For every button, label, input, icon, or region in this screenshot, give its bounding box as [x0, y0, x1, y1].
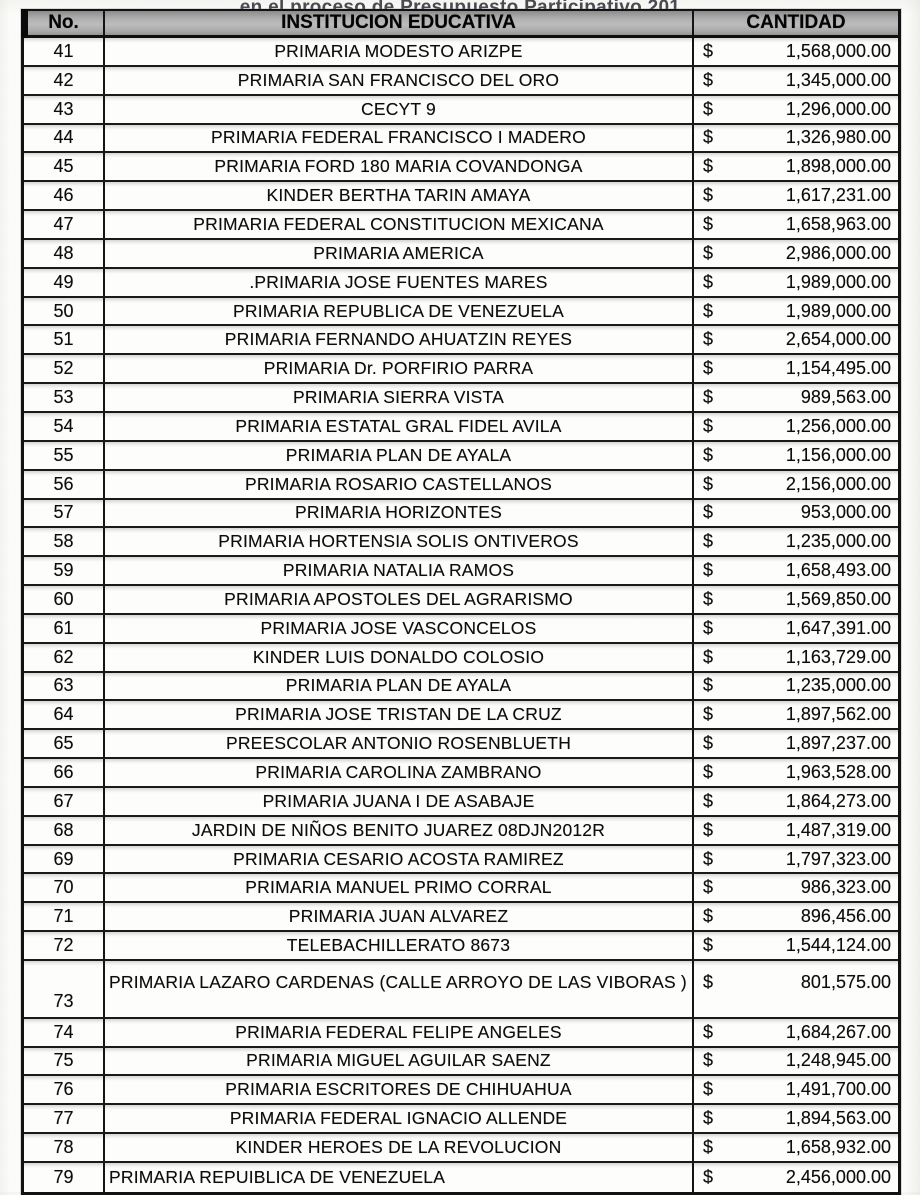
currency-symbol: $ [703, 972, 714, 992]
table-row [24, 1105, 898, 1134]
currency-symbol: $ [703, 1108, 714, 1129]
amount-cell [694, 874, 898, 901]
amount-value: 1,897,562.00 [785, 704, 891, 725]
amount-value: 1,326,980.00 [785, 127, 891, 148]
currency-symbol: $ [703, 848, 714, 869]
table-row [24, 759, 898, 788]
table-row [24, 182, 898, 211]
table-header-row [24, 11, 898, 38]
amount-cell [694, 1105, 898, 1132]
table-row [24, 557, 898, 586]
amount-value: 1,989,000.00 [785, 271, 891, 292]
currency-symbol: $ [703, 271, 714, 292]
school-name-cell: PRIMARIA SAN FRANCISCO DEL ORO [105, 67, 694, 94]
amount-value: 1,864,273.00 [785, 790, 891, 811]
row-number-cell: 63 [24, 673, 105, 700]
row-number-cell: 51 [24, 326, 105, 353]
amount-value: 1,296,000.00 [785, 98, 891, 119]
amount-cell [694, 961, 898, 1017]
amount-cell [694, 211, 898, 238]
amount-cell [694, 442, 898, 469]
amount-value: 1,491,700.00 [785, 1079, 891, 1100]
currency-symbol: $ [703, 242, 714, 263]
amount-value: 1,568,000.00 [785, 40, 891, 61]
currency-symbol: $ [703, 156, 714, 177]
amount-cell [694, 38, 898, 65]
row-number-cell: 47 [24, 211, 105, 238]
row-number-cell: 55 [24, 442, 105, 469]
table-row [24, 1163, 898, 1192]
amount-cell [694, 471, 898, 498]
amount-value: 1,487,319.00 [785, 819, 891, 840]
school-name-cell: PREESCOLAR ANTONIO ROSENBLUETH [105, 730, 694, 757]
currency-symbol: $ [703, 69, 714, 90]
currency-symbol: $ [703, 675, 714, 696]
amount-value: 1,569,850.00 [785, 588, 891, 609]
amount-cell [694, 673, 898, 700]
table-row [24, 673, 898, 702]
currency-symbol: $ [703, 646, 714, 667]
amount-value: 2,156,000.00 [785, 473, 891, 494]
amount-cell [694, 96, 898, 123]
table-row [24, 701, 898, 730]
table-row [24, 38, 898, 67]
school-name-cell: PRIMARIA FEDERAL FELIPE ANGELES [105, 1019, 694, 1046]
amount-value: 2,654,000.00 [785, 329, 891, 350]
school-name-cell: PRIMARIA FEDERAL CONSTITUCION MEXICANA [105, 211, 694, 238]
amount-value: 1,544,124.00 [785, 935, 891, 956]
currency-symbol: $ [703, 358, 714, 379]
table-row [24, 874, 898, 903]
table-row [24, 932, 898, 961]
amount-cell [694, 846, 898, 873]
school-name-cell: PRIMARIA JUANA I DE ASABAJE [105, 788, 694, 815]
amount-value: 2,986,000.00 [785, 242, 891, 263]
currency-symbol: $ [703, 127, 714, 148]
school-name-cell: .PRIMARIA JOSE FUENTES MARES [105, 269, 694, 296]
row-number-cell: 66 [24, 759, 105, 786]
row-number-cell: 57 [24, 500, 105, 527]
school-name-cell: PRIMARIA CESARIO ACOSTA RAMIREZ [105, 846, 694, 873]
amount-cell [694, 1163, 898, 1192]
school-name-cell: PRIMARIA ESCRITORES DE CHIHUAHUA [105, 1076, 694, 1103]
table-row [24, 730, 898, 759]
row-number-cell: 54 [24, 413, 105, 440]
amount-value: 1,235,000.00 [785, 531, 891, 552]
row-number-cell: 43 [24, 96, 105, 123]
row-number-cell: 75 [24, 1048, 105, 1075]
amount-cell [694, 1019, 898, 1046]
row-number-cell: 64 [24, 701, 105, 728]
amount-cell [694, 355, 898, 382]
row-number-cell: 77 [24, 1105, 105, 1132]
amount-value: 1,897,237.00 [785, 733, 891, 754]
school-name-cell: PRIMARIA Dr. PORFIRIO PARRA [105, 355, 694, 382]
row-number-cell: 58 [24, 528, 105, 555]
amount-value: 1,658,963.00 [785, 213, 891, 234]
budget-table [21, 9, 901, 1195]
school-name-cell: PRIMARIA REPUIBLICA DE VENEZUELA [105, 1163, 694, 1192]
currency-symbol: $ [703, 387, 714, 408]
table-row [24, 326, 898, 355]
amount-value: 1,797,323.00 [785, 848, 891, 869]
amount-cell [694, 413, 898, 440]
school-name-cell: PRIMARIA MANUEL PRIMO CORRAL [105, 874, 694, 901]
table-row [24, 355, 898, 384]
table-row [24, 500, 898, 529]
row-number-cell: 48 [24, 240, 105, 267]
amount-cell [694, 298, 898, 325]
school-name-cell: PRIMARIA LAZARO CARDENAS (CALLE ARROYO DE LAS VIBORAS ) [105, 961, 694, 1017]
school-name-cell: PRIMARIA MODESTO ARIZPE [105, 38, 694, 65]
school-name-cell: PRIMARIA FERNANDO AHUATZIN REYES [105, 326, 694, 353]
amount-value: 1,963,528.00 [785, 762, 891, 783]
table-row [24, 384, 898, 413]
currency-symbol: $ [703, 98, 714, 119]
school-name-cell: PRIMARIA ROSARIO CASTELLANOS [105, 471, 694, 498]
school-name-cell: PRIMARIA APOSTOLES DEL AGRARISMO [105, 586, 694, 613]
currency-symbol: $ [703, 877, 714, 898]
amount-value: 1,154,495.00 [785, 358, 891, 379]
currency-symbol: $ [703, 935, 714, 956]
amount-cell [694, 240, 898, 267]
school-name-cell: PRIMARIA PLAN DE AYALA [105, 442, 694, 469]
amount-value: 1,647,391.00 [785, 617, 891, 638]
row-number-cell: 62 [24, 644, 105, 671]
school-name-cell: PRIMARIA FORD 180 MARIA COVANDONGA [105, 153, 694, 180]
clipped-heading [0, 0, 920, 8]
amount-cell [694, 153, 898, 180]
amount-value: 1,163,729.00 [785, 646, 891, 667]
table-row [24, 644, 898, 673]
amount-cell [694, 586, 898, 613]
table-row [24, 1019, 898, 1048]
row-number-cell: 53 [24, 384, 105, 411]
table-row [24, 903, 898, 932]
amount-cell [694, 788, 898, 815]
amount-cell [694, 269, 898, 296]
table-row [24, 1134, 898, 1163]
school-name-cell: PRIMARIA MIGUEL AGUILAR SAENZ [105, 1048, 694, 1075]
currency-symbol: $ [703, 40, 714, 61]
amount-value: 989,563.00 [800, 387, 891, 408]
currency-symbol: $ [703, 531, 714, 552]
school-name-cell: PRIMARIA AMERICA [105, 240, 694, 267]
amount-value: 986,323.00 [800, 877, 891, 898]
school-name-cell: KINDER BERTHA TARIN AMAYA [105, 182, 694, 209]
school-name-cell: KINDER LUIS DONALDO COLOSIO [105, 644, 694, 671]
school-name-cell: PRIMARIA PLAN DE AYALA [105, 673, 694, 700]
table-body [24, 38, 898, 1192]
row-number-cell: 67 [24, 788, 105, 815]
currency-symbol: $ [703, 444, 714, 465]
amount-cell [694, 1076, 898, 1103]
currency-symbol: $ [703, 560, 714, 581]
table-row [24, 413, 898, 442]
currency-symbol: $ [703, 1136, 714, 1157]
currency-symbol: $ [703, 185, 714, 206]
amount-value: 1,345,000.00 [785, 69, 891, 90]
row-number-cell: 41 [24, 38, 105, 65]
currency-symbol: $ [703, 1021, 714, 1042]
school-name-cell: PRIMARIA FEDERAL FRANCISCO I MADERO [105, 125, 694, 152]
currency-symbol: $ [703, 819, 714, 840]
amount-cell [694, 326, 898, 353]
row-number-cell: 52 [24, 355, 105, 382]
table-row [24, 240, 898, 269]
row-number-cell: 56 [24, 471, 105, 498]
row-number-cell: 72 [24, 932, 105, 959]
table-row [24, 586, 898, 615]
currency-symbol: $ [703, 415, 714, 436]
school-name-cell: TELEBACHILLERATO 8673 [105, 932, 694, 959]
school-name-cell: CECYT 9 [105, 96, 694, 123]
school-name-cell: PRIMARIA JUAN ALVAREZ [105, 903, 694, 930]
amount-cell [694, 932, 898, 959]
currency-symbol: $ [703, 733, 714, 754]
row-number-cell: 49 [24, 269, 105, 296]
amount-value: 1,898,000.00 [785, 156, 891, 177]
school-name-cell: PRIMARIA FEDERAL IGNACIO ALLENDE [105, 1105, 694, 1132]
school-name-cell: JARDIN DE NIÑOS BENITO JUAREZ 08DJN2012R [105, 817, 694, 844]
header-no: No. [24, 11, 105, 35]
school-name-cell: PRIMARIA HORIZONTES [105, 500, 694, 527]
table-row [24, 528, 898, 557]
amount-cell [694, 615, 898, 642]
table-row [24, 961, 898, 1019]
school-name-cell: PRIMARIA SIERRA VISTA [105, 384, 694, 411]
amount-value: 2,456,000.00 [785, 1166, 891, 1187]
table-row [24, 846, 898, 875]
table-row [24, 615, 898, 644]
row-number-cell: 73 [24, 961, 105, 1017]
amount-value: 801,575.00 [800, 972, 891, 992]
row-number-cell: 50 [24, 298, 105, 325]
currency-symbol: $ [703, 762, 714, 783]
school-name-cell: PRIMARIA NATALIA RAMOS [105, 557, 694, 584]
row-number-cell: 59 [24, 557, 105, 584]
currency-symbol: $ [703, 790, 714, 811]
amount-cell [694, 1134, 898, 1161]
amount-value: 1,256,000.00 [785, 415, 891, 436]
row-number-cell: 78 [24, 1134, 105, 1161]
school-name-cell: PRIMARIA REPUBLICA DE VENEZUELA [105, 298, 694, 325]
table-row [24, 1076, 898, 1105]
amount-value: 896,456.00 [800, 906, 891, 927]
amount-value: 1,989,000.00 [785, 300, 891, 321]
currency-symbol: $ [703, 704, 714, 725]
amount-cell [694, 701, 898, 728]
table-row [24, 1048, 898, 1077]
school-name-cell: PRIMARIA ESTATAL GRAL FIDEL AVILA [105, 413, 694, 440]
row-number-cell: 68 [24, 817, 105, 844]
table-row [24, 153, 898, 182]
amount-cell [694, 903, 898, 930]
table-row [24, 67, 898, 96]
amount-value: 1,658,932.00 [785, 1136, 891, 1157]
amount-value: 1,894,563.00 [785, 1108, 891, 1129]
row-number-cell: 70 [24, 874, 105, 901]
row-number-cell: 45 [24, 153, 105, 180]
amount-value: 1,684,267.00 [785, 1021, 891, 1042]
currency-symbol: $ [703, 1166, 714, 1187]
amount-cell [694, 730, 898, 757]
school-name-cell: PRIMARIA JOSE VASCONCELOS [105, 615, 694, 642]
currency-symbol: $ [703, 213, 714, 234]
school-name-cell: PRIMARIA JOSE TRISTAN DE LA CRUZ [105, 701, 694, 728]
currency-symbol: $ [703, 329, 714, 350]
table-row [24, 211, 898, 240]
row-number-cell: 76 [24, 1076, 105, 1103]
amount-cell [694, 644, 898, 671]
amount-cell [694, 500, 898, 527]
row-number-cell: 65 [24, 730, 105, 757]
row-number-cell: 60 [24, 586, 105, 613]
header-amount: CANTIDAD [746, 12, 846, 33]
row-number-cell: 44 [24, 125, 105, 152]
amount-value: 953,000.00 [800, 502, 891, 523]
currency-symbol: $ [703, 1050, 714, 1071]
amount-cell [694, 384, 898, 411]
currency-symbol: $ [703, 473, 714, 494]
header-school: INSTITUCION EDUCATIVA [105, 11, 694, 35]
row-number-cell: 79 [24, 1163, 105, 1192]
currency-symbol: $ [703, 502, 714, 523]
row-number-cell: 71 [24, 903, 105, 930]
row-number-cell: 74 [24, 1019, 105, 1046]
row-number-cell: 61 [24, 615, 105, 642]
currency-symbol: $ [703, 300, 714, 321]
amount-value: 1,156,000.00 [785, 444, 891, 465]
table-row [24, 788, 898, 817]
amount-cell [694, 125, 898, 152]
table-row [24, 125, 898, 154]
row-number-cell: 42 [24, 67, 105, 94]
table-row [24, 298, 898, 327]
school-name-cell: KINDER HEROES DE LA REVOLUCION [105, 1134, 694, 1161]
amount-value: 1,658,493.00 [785, 560, 891, 581]
school-name-cell: PRIMARIA HORTENSIA SOLIS ONTIVEROS [105, 528, 694, 555]
currency-symbol: $ [703, 906, 714, 927]
row-number-cell: 69 [24, 846, 105, 873]
amount-cell [694, 1048, 898, 1075]
amount-value: 1,248,945.00 [785, 1050, 891, 1071]
amount-cell [694, 528, 898, 555]
currency-symbol: $ [703, 617, 714, 638]
amount-value: 1,235,000.00 [785, 675, 891, 696]
amount-cell [694, 182, 898, 209]
currency-symbol: $ [703, 1079, 714, 1100]
amount-cell [694, 817, 898, 844]
table-row [24, 269, 898, 298]
amount-value: 1,617,231.00 [785, 185, 891, 206]
table-row [24, 471, 898, 500]
amount-cell [694, 759, 898, 786]
table-row [24, 442, 898, 471]
currency-symbol: $ [703, 588, 714, 609]
table-row [24, 817, 898, 846]
amount-cell [694, 557, 898, 584]
table-row [24, 96, 898, 125]
school-name-cell: PRIMARIA CAROLINA ZAMBRANO [105, 759, 694, 786]
amount-cell [694, 67, 898, 94]
row-number-cell: 46 [24, 182, 105, 209]
